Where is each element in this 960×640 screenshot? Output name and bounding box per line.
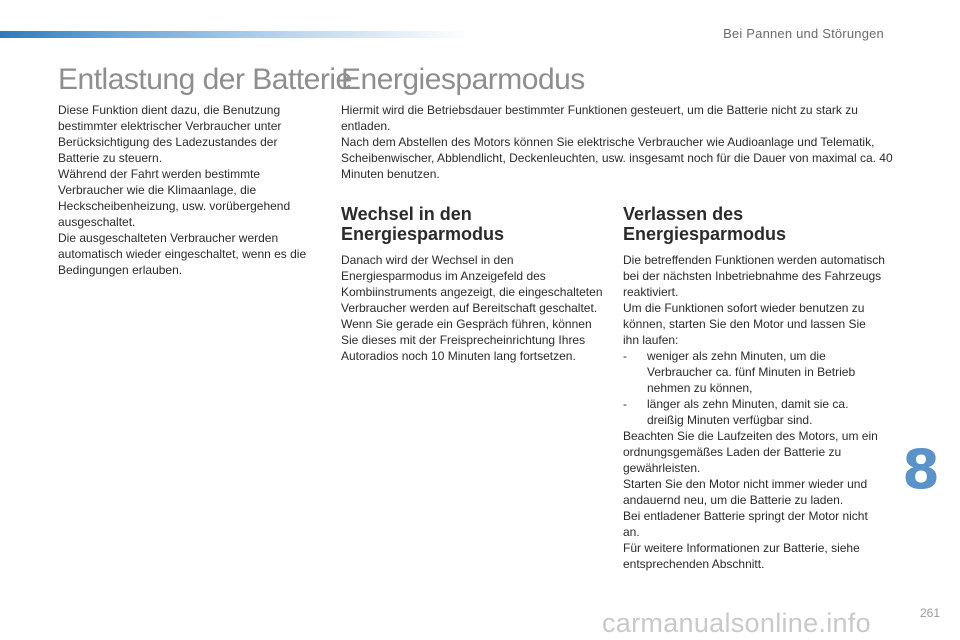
list-item — [623, 348, 885, 396]
section-title-energy-saving: Energiesparmodus — [341, 63, 585, 96]
paragraph: Beachten Sie die Laufzeiten des Motors, um ein ordnungsgemäßes Laden der Batterie zu gewährleisten. — [623, 429, 878, 475]
paragraph: Hiermit wird die Betriebsdauer bestimmter Funktionen gesteuert, um die Batterie nicht zu stark zu entladen. — [341, 103, 858, 133]
bullet-text: länger als zehn Minuten, damit sie ca. dreißig Minuten verfügbar sind. — [647, 397, 849, 427]
header-accent-bar — [0, 31, 470, 38]
paragraph: Für weitere Informationen zur Batterie, siehe entsprechenden Abschnitt. — [623, 541, 860, 571]
bullet-dash: - — [623, 397, 627, 411]
energy-saving-intro — [341, 102, 897, 182]
paragraph: Starten Sie den Motor nicht immer wieder und andauernd neu, um die Batterie zu laden. — [623, 477, 868, 507]
switch-to-energy-saving-section — [341, 204, 603, 364]
paragraph: Diese Funktion dient dazu, die Benutzung bestimmter elektrischer Verbraucher unter Berücksichtigung des Ladezustandes der Batterie zu steuern. — [58, 103, 282, 165]
paragraph: Die betreffenden Funktionen werden automatisch bei der nächsten Inbetriebnahme des Fahrzeugs reaktiviert. — [623, 253, 885, 299]
subheading-switch: Wechsel in den Energiesparmodus — [341, 204, 505, 244]
paragraph: Die ausgeschalteten Verbraucher werden automatisch wieder eingeschaltet, wenn es die Bedingungen erlauben. — [58, 231, 307, 277]
paragraph: Um die Funktionen sofort wieder benutzen zu können, starten Sie den Motor und lassen Sie ihn laufen: — [623, 301, 866, 347]
paragraph: Während der Fahrt werden bestimmte Verbraucher wie die Klimaanlage, die Heckscheibenheizung, usw. vorübergehend ausgeschaltet. — [58, 167, 291, 229]
paragraph: Nach dem Abstellen des Motors können Sie elektrische Verbraucher wie Audioanlage und Telematik, Scheibenwischer, Abblendlicht, Deckenleuchten, usw. insgesamt noch für die Dauer von maximal ca. 40 Minuten benutzen. — [341, 135, 893, 181]
bullet-text: weniger als zehn Minuten, um die Verbraucher ca. fünf Minuten in Betrieb nehmen zu können, — [647, 349, 856, 395]
running-header: Bei Pannen und Störungen — [723, 26, 884, 41]
watermark: carmanualsonline.info — [602, 608, 871, 638]
subheading-exit: Verlassen des Energiesparmodus — [623, 204, 787, 244]
bullet-dash: - — [623, 349, 627, 363]
section-title-battery-relief: Entlastung der Batterie — [58, 63, 352, 96]
battery-relief-text — [58, 102, 320, 278]
exit-energy-saving-section — [623, 204, 885, 572]
page-number: 261 — [919, 606, 940, 620]
paragraph: Danach wird der Wechsel in den Energiesparmodus im Anzeigefeld des Kombiinstruments angezeigt, die eingeschalteten Verbraucher werden auf Bereitschaft geschaltet. — [341, 253, 603, 315]
paragraph: Wenn Sie gerade ein Gespräch führen, können Sie dieses mit der Freisprecheinrichtung Ihres Autoradios noch 10 Minuten lang fortsetzen. — [341, 317, 592, 363]
paragraph: Bei entladener Batterie springt der Motor nicht an. — [623, 509, 868, 539]
list-item — [623, 396, 885, 428]
chapter-number: 8 — [902, 438, 940, 501]
